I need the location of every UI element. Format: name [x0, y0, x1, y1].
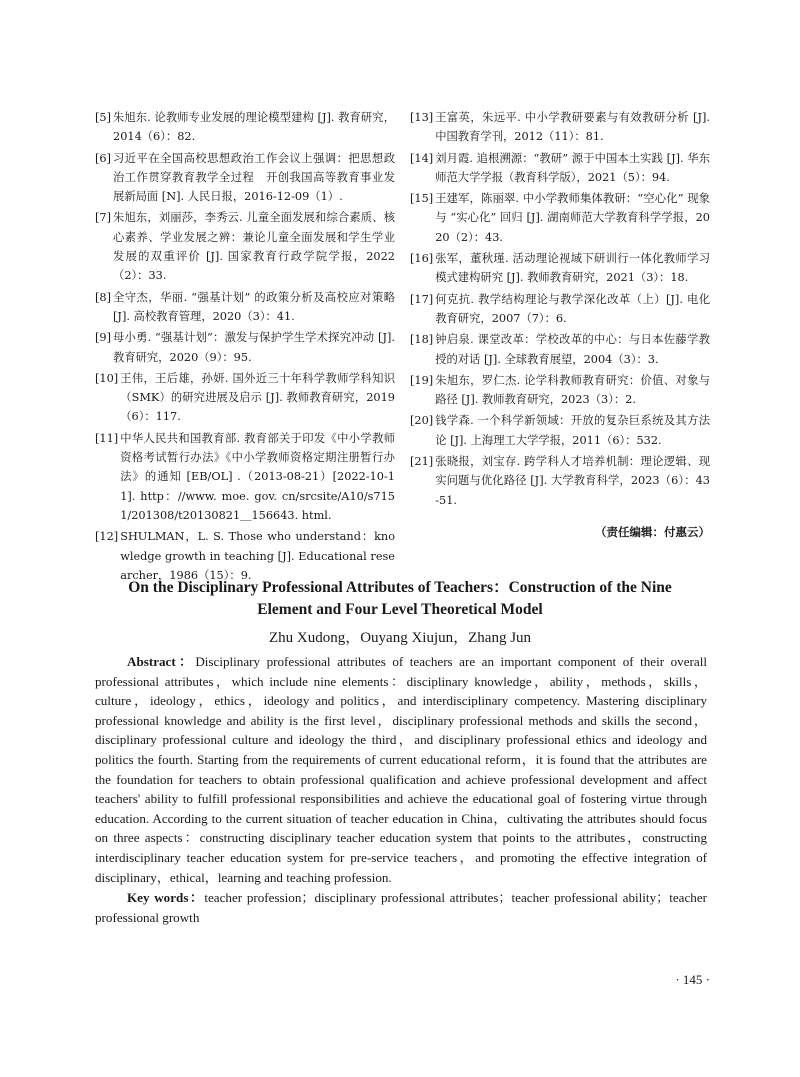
reference-text: 张军，董秋瑾. 活动理论视域下研训行一体化教师学习模式建构研究 [J]. 教师教育研究，2021（3）：18. [435, 252, 710, 285]
reference-number: [9] [95, 331, 112, 345]
reference-text: 母小勇. “强基计划”：激发与保护学生学术探究冲动 [J]. 教育研究，2020（9）：95. [113, 331, 395, 364]
reference-number: [7] [95, 211, 112, 225]
authors: Zhu Xudong，Ouyang Xiujun，Zhang Jun [268, 630, 532, 646]
reference-item [410, 249, 710, 288]
reference-number: [12] [95, 530, 119, 544]
abstract [95, 652, 707, 887]
reference-number: [16] [410, 252, 434, 266]
reference-item [410, 411, 710, 450]
reference-text: 全守杰，华丽. “强基计划” 的政策分析及高校应对策略 [J]. 高校教育管理，2020（3）：41. [113, 290, 395, 323]
reference-number: [15] [410, 192, 434, 206]
page-number: · 145 · [675, 972, 710, 987]
reference-number: [5] [95, 111, 112, 124]
reference-text: 钟启泉. 课堂改革：学校改革的中心：与日本佐藤学教授的对话 [J]. 全球教育展望，2004（3）：3. [435, 333, 710, 366]
reference-number: [20] [410, 414, 434, 428]
editor-note: （责任编辑：付惠云） [595, 524, 710, 539]
reference-text: 王富英，朱远平. 中小学教研要素与有效教研分析 [J]. 中国教育学刊，2012（11）：81. [435, 111, 710, 144]
abstract-label: Abstract： [127, 654, 196, 669]
references-section [95, 108, 710, 587]
references-left-column [95, 108, 395, 587]
reference-number: [11] [95, 431, 119, 445]
reference-item [410, 452, 710, 510]
reference-item [95, 369, 395, 427]
reference-text: 朱旭东，刘丽莎，李秀云. 儿童全面发展和综合素质、核心素养、学业发展之辨：兼论儿童全面发展和学生学业发展的双重评价 [J]. 国家教育行政学院学报，2022（2）：33. [113, 211, 395, 283]
english-title: On the Disciplinary Professional Attributes of Teachers：Construction of the Nine Element and Four Level Theoretical Model [128, 579, 672, 618]
reference-item [410, 149, 710, 188]
reference-item [95, 328, 395, 367]
reference-text: 何克抗. 教学结构理论与教学深化改革（上）[J]. 电化教育研究，2007（7）：6. [435, 292, 710, 325]
reference-item [95, 108, 395, 147]
reference-item [410, 330, 710, 369]
reference-text: 刘月霞. 追根溯源：“教研” 源于中国本土实践 [J]. 华东师范大学学报（教育科学版），2021（5）：94. [435, 151, 710, 184]
keywords [95, 888, 707, 927]
reference-item [410, 189, 710, 247]
reference-number: [8] [95, 290, 112, 304]
reference-text: 王伟，王后雄，孙妍. 国外近三十年科学教师学科知识（SMK）的研究进展及启示 [J]. 教师教育研究，2019（6）：117. [120, 371, 395, 424]
reference-text: 张晓报，刘宝存. 跨学科人才培养机制：理论逻辑、现实问题与优化路径 [J]. 大学教育科学，2023（6）：43-51. [435, 455, 710, 507]
reference-text: 王建军，陈丽翠. 中小学教师集体教研：“空心化” 现象与 “实心化” 回归 [J]. 湖南师范大学教育科学学报，2020（2）：43. [435, 192, 710, 244]
keywords-label: Key words： [127, 890, 205, 905]
reference-item [95, 429, 395, 525]
reference-text: 朱旭东，罗仁杰. 论学科教师教育研究：价值、对象与路径 [J]. 教师教育研究，2023（3）：2. [435, 373, 710, 407]
reference-item [95, 288, 395, 327]
reference-text: SHULMAN，L. S. Those who understand：knowledge growth in teaching [J]. Educational researcher，1986（15）：9. [120, 530, 395, 582]
reference-text: 朱旭东. 论教师专业发展的理论模型建构 [J]. 教育研究，2014（6）：82. [113, 111, 395, 144]
reference-text: 钱学森. 一个科学新领域：开放的复杂巨系统及其方法论 [J]. 上海理工大学学报，2011（6）：532. [435, 414, 710, 447]
reference-item [410, 371, 710, 410]
references-right-column [410, 108, 710, 587]
reference-number: [13] [410, 111, 434, 124]
reference-number: [14] [410, 151, 434, 165]
reference-number: [21] [410, 455, 434, 469]
reference-number: [19] [410, 373, 434, 387]
reference-item [95, 208, 395, 285]
keywords-text: teacher profession；disciplinary professional attributes；teacher professional ability；teacher professional growth [95, 890, 707, 925]
reference-number: [18] [410, 333, 434, 347]
reference-number: [10] [95, 371, 119, 385]
abstract-text: Disciplinary professional attributes of teachers are an important component of their overall professional attributes，which include nine elements：disciplinary knowledge，ability，methods，skills，culture，ideology，ethics，ideology and politics，and interdisciplinary competency. Mastering disciplinary professional knowledge and ability is the first level，disciplinary professional methods and skills the second，disciplinary professional culture and ideology the third，and disciplinary professional ethics and ideology and politics the fourth. Starting from the requirements of current educational reform，it is found that the attributes are the foundation for teachers to obtain professional qualification and achieve professional development and affect teachers' ability to fulfill professional responsibilities and achieve the educational goal of fostering virtue through education. According to the current situation of teacher education in China，cultivating the attributes should focus on three aspects：constructing disciplinary teacher education system that points to the attributes，constructing interdisciplinary teacher education system for pre-service teachers，and promoting the effective integration of disciplinary，ethical，learning and teaching profession. [95, 654, 707, 885]
reference-number: [17] [410, 292, 434, 306]
reference-item [410, 108, 710, 147]
reference-item [410, 290, 710, 329]
reference-text: 习近平在全国高校思想政治工作会议上强调：把思想政治工作贯穿教育教学全过程 开创我国高等教育事业发展新局面 [N]. 人民日报，2016-12-09（1）. [113, 151, 395, 204]
reference-number: [6] [95, 151, 112, 165]
reference-text: 中华人民共和国教育部. 教育部关于印发《中小学教师资格考试暂行办法》《中小学教师资格定期注册暂行办法》的通知 [EB/OL] .（2013-08-21）[2022-10-11]. http：//www. moe. gov. cn/srcsite/A10/s7151/201308/t20130821＿156643. html. [120, 431, 395, 522]
reference-item [95, 149, 395, 207]
